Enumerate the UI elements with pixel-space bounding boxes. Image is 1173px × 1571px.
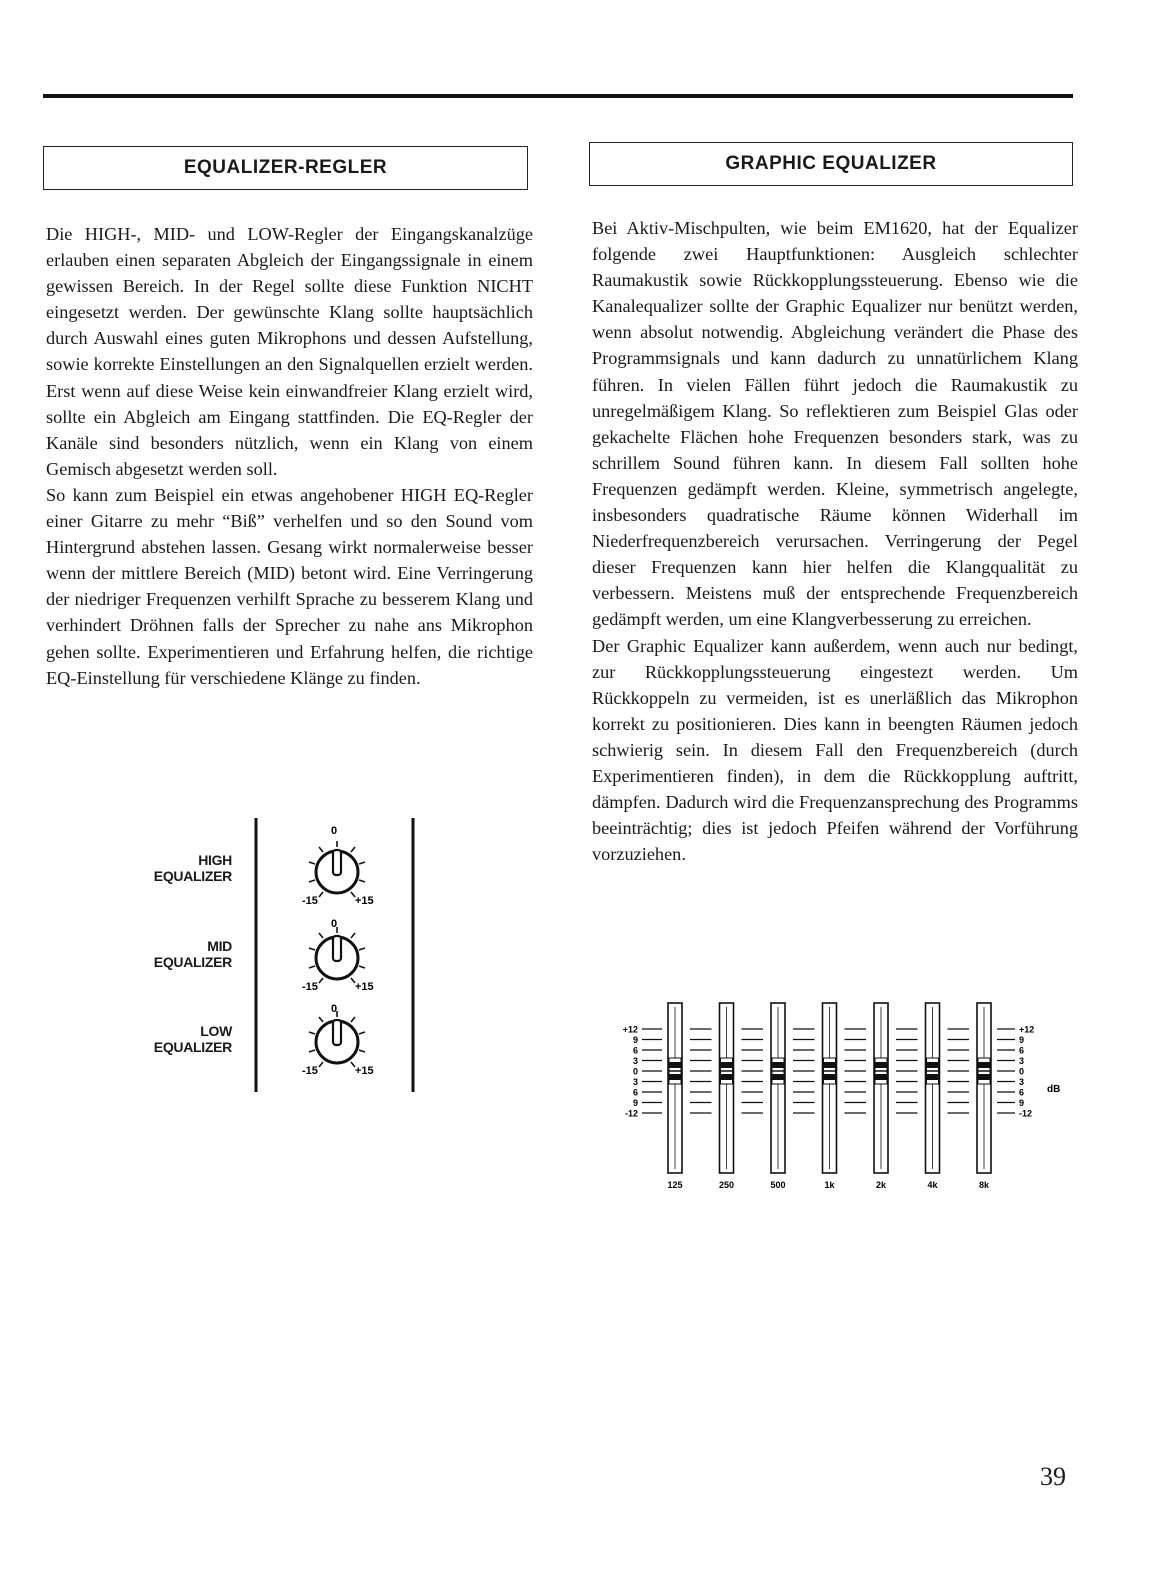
knob-label-mid (92, 938, 232, 970)
slider-cap[interactable] (669, 1058, 681, 1084)
paragraph: Bei Aktiv-Mischpulten, wie beim EM1620, hat der Equalizer folgende zwei Hauptfunktionen: Ausgleich schlechter Raumakustik sowie Rückkopplungssteuerung. Ebenso wie die Kanalequalizer sollte der Graphic Equalizer nur benützt werden, wenn absolut notwendig. Abgleichung verändert die Phase des Programmsignals und kann dadurch zu unnatürlichem Klang führen. In vielen Fällen führt jedoch die Raumakustik zu unregelmäßigem Klang. So reflektieren zum Beispiel Glas oder gekachelte Flächen hohe Frequenzen besonders stark, was zu schrillem Sound führen kann. In diesem Fall sollten hohe Frequenzen gedämpft werden. Kleine, symmetrisch angelegte, insbesonders quadratische Räume können Widerhall im Niederfrequenzbereich verursachen. Verringerung der Pegel dieser Frequenzen kann hier helfen die Klangqualität zu verbessern. Meistens muß der entsprechende Frequenzbereich gedämpft werden, um eine Klangverbesserung zu erreichen. (592, 218, 1078, 630)
low-equalizer-knob[interactable] (302, 1003, 374, 1077)
scale-label-left: 6 (632, 1045, 638, 1056)
left-column-text (46, 221, 533, 691)
scale-label-right: 3 (1019, 1056, 1025, 1066)
slider-cap[interactable] (772, 1058, 784, 1084)
eq-band-slider-125[interactable] (667, 1003, 682, 1190)
scale-label-right: 0 (1019, 1066, 1025, 1077)
section-heading-graphic-equalizer (589, 142, 1073, 186)
knob-max-label: +15 (355, 895, 374, 907)
section-heading-equalizer-regler (43, 146, 528, 190)
band-frequency-label: 250 (718, 1180, 735, 1190)
knob-top-value: 0 (330, 918, 338, 930)
knob-label-low (92, 1023, 232, 1055)
eq-band-slider-500[interactable] (770, 1003, 785, 1190)
knob-label-line: MID (207, 938, 232, 954)
scale-label-right: 9 (1019, 1035, 1025, 1045)
scale-label-left: 9 (632, 1098, 638, 1108)
scale-label-left: 3 (632, 1077, 638, 1087)
eq-band-slider-250[interactable] (719, 1003, 734, 1190)
paragraph: Der Graphic Equalizer kann außerdem, wenn auch nur bedingt, zur Rückkopplungssteuerung eingestezt werden. Um Rückkoppeln zu vermeiden, ist es unerläßlich das Mikrophon korrekt zu positionieren. Dies kann in beengten Räumen jedoch schwierig sein. In diesem Fall den Frequenzbereich (durch Experimentieren finden), in dem die Rückkopplung auftritt, dämpfen. Dadurch wird die Frequenzansprechung des Programms beeinträchtig; dies ist jedoch Pfeifen während der Vorführung vorzuziehen. (592, 635, 1078, 865)
scale-label-right: +12 (1019, 1024, 1035, 1035)
eq-bands (667, 1003, 991, 1190)
scale-label-left: 9 (632, 1035, 638, 1045)
slider-cap[interactable] (824, 1058, 836, 1084)
mid-equalizer-knob[interactable] (302, 918, 374, 993)
scale-label-left: 0 (632, 1066, 638, 1077)
knob-label-line: HIGH (198, 852, 232, 868)
knob-label-line: EQUALIZER (153, 868, 232, 884)
slider-cap[interactable] (927, 1058, 939, 1084)
scale-label-right: 6 (1019, 1087, 1025, 1098)
knob-max-label: +15 (355, 981, 374, 993)
scale-label-left: -12 (624, 1108, 638, 1119)
knob-max-label: +15 (355, 1065, 374, 1077)
paragraph: Die HIGH-, MID- und LOW-Regler der Eingangskanalzüge erlauben einen separaten Abgleich der Eingangssignale in einem gewissen Bereich. In der Regel sollte diese Funktion NICHT eingesetzt werden. Der gewünschte Klang sollte hauptsächlich durch Auswahl eines guten Mikrophons und dessen Aufstellung, sowie korrekte Einstellungen an den Signalquellen erzielt werden. Erst wenn auf diese Weise kein einwandfreier Klang erzielt wird, sollte ein Abgleich am Eingang stattfinden. Die EQ-Regler der Kanäle sind besonders nützlich, wenn ein Klang von einem Gemisch abgesetzt werden soll. (46, 224, 533, 479)
scale-label-left: +12 (622, 1024, 638, 1035)
knob-min-label: -15 (302, 981, 318, 993)
band-frequency-label: 2k (875, 1180, 887, 1190)
top-rule (43, 94, 1073, 98)
eq-band-slider-1k[interactable] (823, 1003, 837, 1190)
heading-text: GRAPHIC EQUALIZER (725, 153, 937, 174)
scale-label-left: 3 (632, 1056, 638, 1066)
paragraph: So kann zum Beispiel ein etwas angehobener HIGH EQ-Regler einer Gitarre zu mehr “Biß” verhelfen und so den Sound vom Hintergrund abstehen lassen. Gesang wirkt normalerweise besser wenn der mittlere Bereich (MID) betont wird. Eine Verringerung der niedriger Frequenzen verhilft Sprache zu besserem Klang und verhindert Dröhnen falls der Sprecher zu nahe ans Mikrophon gehen sollte. Experimentieren und Erfahrung helfen, die richtige EQ-Einstellung für verschiedene Klänge zu finden. (46, 484, 533, 688)
eq-band-slider-8k[interactable] (977, 1003, 991, 1190)
heading-text: EQUALIZER-REGLER (183, 157, 388, 178)
slider-cap[interactable] (721, 1058, 733, 1084)
slider-cap[interactable] (875, 1058, 887, 1084)
knob-top-value: 0 (330, 825, 338, 837)
eq-band-slider-2k[interactable] (874, 1003, 888, 1190)
knob-label-line: EQUALIZER (153, 954, 232, 970)
knob-min-label: -15 (302, 895, 318, 907)
knob-label-high (92, 852, 232, 884)
knob-min-label: -15 (302, 1065, 318, 1077)
knob-label-line: LOW (200, 1023, 232, 1039)
scale-label-right: 6 (1019, 1045, 1025, 1056)
scale-label-right: 3 (1019, 1077, 1025, 1087)
scale-right (997, 1025, 1034, 1119)
scale-left (623, 1025, 662, 1119)
band-frequency-label: 8k (978, 1180, 990, 1190)
scale-label-right: -12 (1019, 1108, 1033, 1119)
slider-cap[interactable] (978, 1058, 990, 1084)
right-column-text (592, 215, 1078, 867)
band-frequency-label: 4k (927, 1180, 938, 1190)
high-equalizer-knob[interactable] (302, 825, 374, 907)
scale-label-left: 6 (632, 1087, 638, 1098)
eq-band-slider-4k[interactable] (926, 1003, 940, 1190)
graphic-equalizer-diagram (600, 995, 1080, 1195)
page-number: 39 (1040, 1462, 1066, 1491)
knob-label-line: EQUALIZER (153, 1039, 232, 1055)
scale-label-right: 9 (1019, 1098, 1025, 1108)
db-unit-label: dB (1047, 1084, 1061, 1095)
knob-top-value: 0 (330, 1003, 338, 1015)
band-frequency-label: 1k (824, 1180, 835, 1190)
band-frequency-label: 500 (770, 1180, 786, 1190)
knob-diagram (240, 810, 430, 1095)
band-frequency-label: 125 (667, 1180, 683, 1190)
